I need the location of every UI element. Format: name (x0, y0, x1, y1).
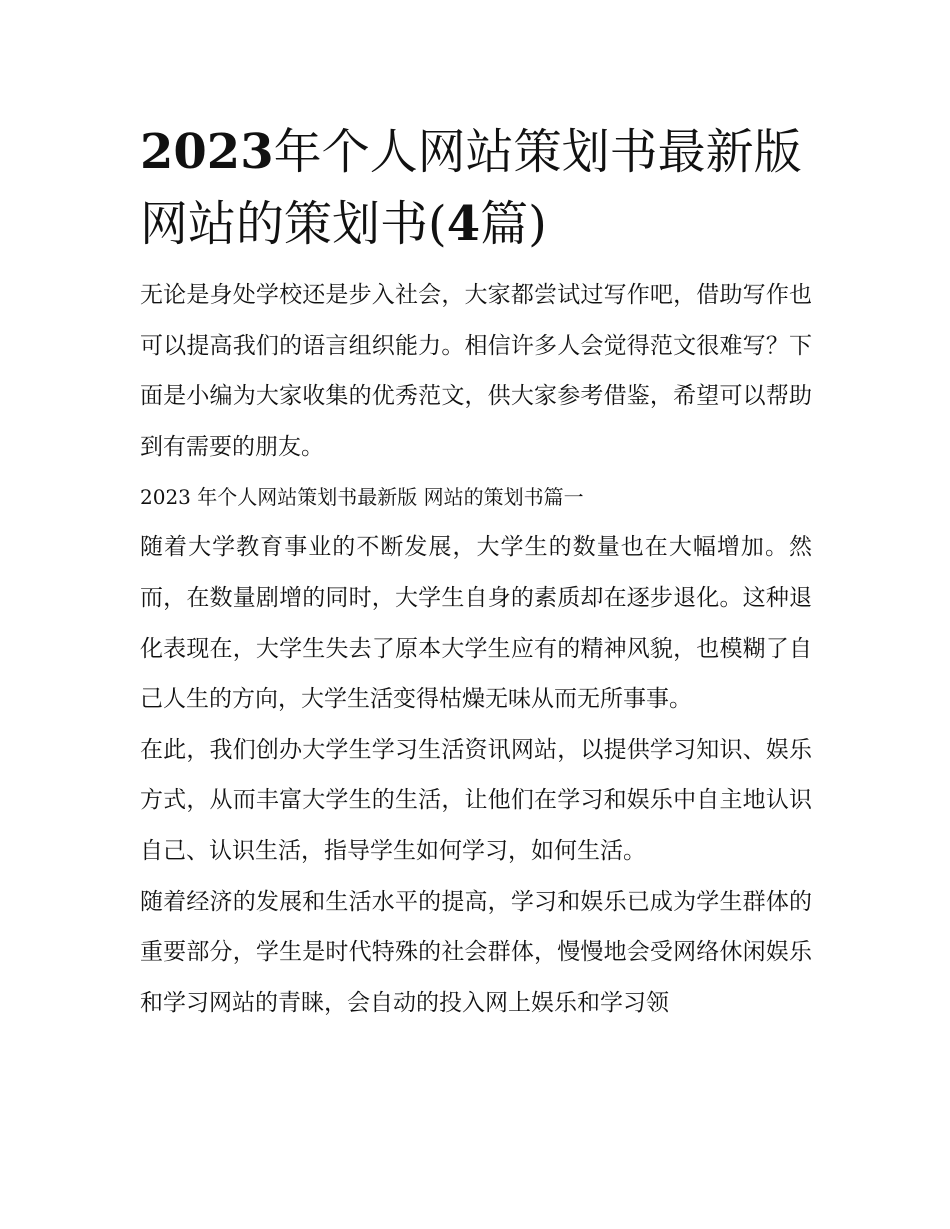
document-body (140, 116, 812, 1028)
intro-paragraph: 无论是身处学校还是步入社会，大家都尝试过写作吧，借助写作也可以提高我们的语言组织能力。相信许多人会觉得范文很难写？下面是小编为大家收集的优秀范文，供大家参考借鉴，希望可以帮助到有需要的朋友。 (140, 282, 812, 460)
section-heading: 2023 年个人网站策划书最新版 网站的策划书篇一 (140, 485, 584, 510)
title-line-1 (140, 116, 812, 188)
body-paragraph: 随着经济的发展和生活水平的提高，学习和娱乐已成为学生群体的重要部分，学生是时代特殊的社会群体，慢慢地会受网络休闲娱乐和学习网站的青睐，会自动的投入网上娱乐和学习领 (140, 888, 812, 1016)
title-line-1-text: 年个人网站策划书最新版 (273, 124, 802, 180)
document-title (140, 116, 812, 260)
title-line-2-text: 网站的策划书( (140, 196, 447, 252)
title-year: 2023 (140, 124, 274, 180)
body-paragraph: 在此，我们创办大学生学习生活资讯网站，以提供学习知识、娱乐方式，从而丰富大学生的生活，让他们在学习和娱乐中自主地认识自己、认识生活，指导学生如何学习，如何生活。 (140, 736, 812, 864)
title-line-2-end: 篇) (480, 196, 547, 252)
title-count: 4 (446, 196, 481, 252)
body-paragraph: 随着大学教育事业的不断发展，大学生的数量也在大幅增加。然而，在数量剧增的同时，大学生自身的素质却在逐步退化。这种退化表现在，大学生失去了原本大学生应有的精神风貌，也模糊了自己人生的方向，大学生活变得枯燥无味从而无所事事。 (140, 534, 812, 713)
title-line-2 (140, 188, 812, 260)
